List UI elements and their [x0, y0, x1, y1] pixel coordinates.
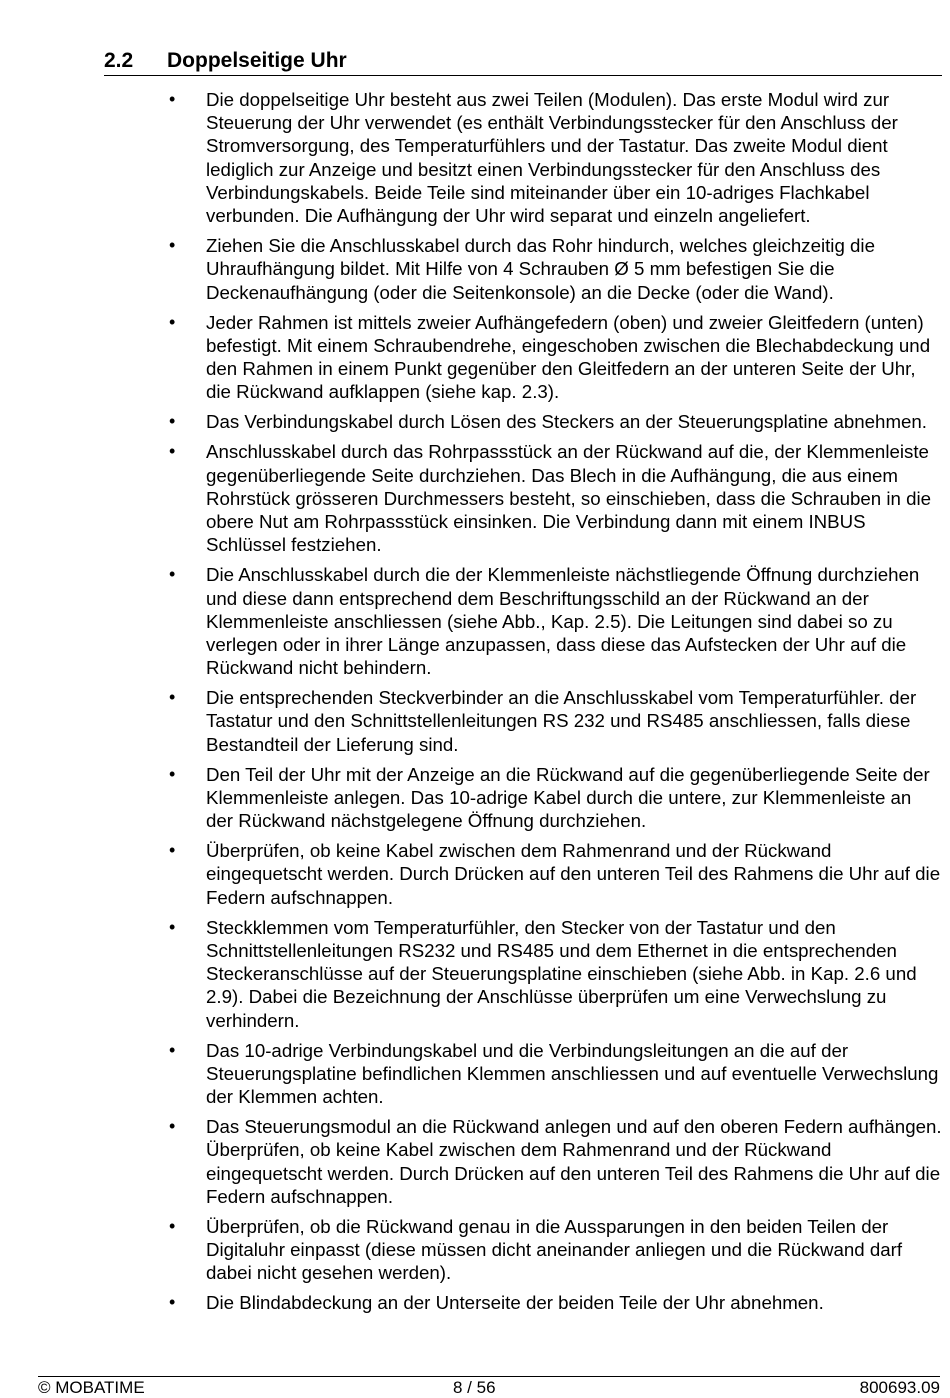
bullet-icon: • [169, 1292, 176, 1313]
list-item-text: Das Verbindungskabel durch Lösen des Steckers an der Steuerungsplatine abnehmen. [206, 411, 927, 433]
bullet-icon: • [169, 441, 176, 462]
footer-page-number: 8 / 56 [453, 1378, 496, 1397]
bullet-icon: • [169, 89, 176, 109]
list-item [0, 839, 950, 909]
list-item-text: Steckklemmen vom Temperaturfühler, den Stecker von der Tastatur und den Schnittstellenleitungen RS232 und RS485 und dem Ethernet in die entsprechenden Steckeranschlüsse auf der Steuerungsplatine einschieben (siehe Abb. in Kap. 2.6 und 2.9). Dabei die Bezeichnung der Anschlüsse überprüfen um eine Verwechslung zu verhindern. [206, 916, 917, 1031]
bullet-icon: • [169, 411, 176, 432]
list-item-text: Die doppelseitige Uhr besteht aus zwei Teilen (Modulen). Das erste Modul wird zur Steuerung der Uhr verwendet (es enthält Verbindungsstecker für den Anschluss der Stromversorgung, des Temperaturfühlers und der Tastatur. Das zweite Modul dient lediglich zur Anzeige und besitzt einen Verbindungsstecker für den Anschluss des Verbindungskabels. Beide Teile sind miteinander über ein 10-adriges Flachkabel verbunden. Die Aufhängung der Uhr wird separat und einzeln angeliefert. [206, 89, 898, 227]
list-item [0, 686, 950, 756]
list-item [0, 234, 950, 304]
list-item [0, 1291, 950, 1314]
instruction-list [0, 88, 950, 1321]
list-item-text: Die Blindabdeckung an der Unterseite der beiden Teile der Uhr abnehmen. [206, 1292, 824, 1314]
list-item [0, 763, 950, 833]
bullet-icon: • [169, 564, 176, 585]
bullet-icon: • [169, 235, 176, 256]
list-item [0, 311, 950, 404]
list-item [0, 410, 950, 433]
list-item-text: Die entsprechenden Steckverbinder an die Anschlusskabel vom Temperaturfühler. der Tastatur und den Schnittstellenleitungen RS 232 und RS485 anschliessen, falls diese Bestandteil der Lieferung sind. [206, 687, 917, 755]
list-item [0, 440, 950, 556]
list-item [0, 1115, 950, 1208]
list-item-text: Das 10-adrige Verbindungskabel und die Verbindungsleitungen an die auf der Steuerungsplatine befindlichen Klemmen anschliessen und auf eventuelle Verwechslung der Klemmen achten. [206, 1039, 939, 1108]
list-item [0, 88, 950, 227]
bullet-icon: • [169, 916, 176, 937]
bullet-icon: • [169, 1039, 176, 1060]
list-item-text: Jeder Rahmen ist mittels zweier Aufhängefedern (oben) und zweier Gleitfedern (unten) befestigt. Mit einem Schraubendrehe, eingeschoben zwischen die Blechabdeckung und den Rahmen in einem Punkt gegenüber den Gleitfedern an der unteren Seite der Uhr, die Rückwand aufklappen (siehe kap. 2.3). [206, 311, 931, 403]
bullet-icon: • [169, 687, 176, 708]
list-item-text: Ziehen Sie die Anschlusskabel durch das Rohr hindurch, welches gleichzeitig die Uhraufhängung bildet. Mit Hilfe von 4 Schrauben Ø 5 mm befestigen Sie die Deckenaufhängung (oder die Seitenkonsole) an die Decke (oder die Wand). [206, 235, 875, 303]
bullet-icon: • [169, 840, 176, 861]
list-item-text: Anschlusskabel durch das Rohrpassstück an der Rückwand auf die, der Klemmenleiste gegenüberliegende Seite durchziehen. Das Blech in die Aufhängung, die aus einem Rohrstück grösseren Durchmessers besteht, so einschieben, dass die Schrauben in die obere Nut am Rohrpassstück einsinken. Die Verbindung dann mit einem INBUS Schlüssel festziehen. [206, 441, 932, 556]
footer-copyright: © MOBATIME [38, 1378, 145, 1397]
bullet-icon: • [169, 763, 176, 784]
footer-document-number: 800693.09 [859, 1378, 940, 1397]
section-heading [104, 48, 942, 76]
page-footer [38, 1376, 940, 1397]
list-item [0, 563, 950, 679]
list-item-text: Überprüfen, ob keine Kabel zwischen dem Rahmenrand und der Rückwand eingequetscht werden. Durch Drücken auf den unteren Teil des Rahmens die Uhr auf die Federn aufschnappen. [206, 840, 941, 908]
bullet-icon: • [169, 311, 176, 332]
list-item-text: Überprüfen, ob die Rückwand genau in die Aussparungen in den beiden Teilen der Digitaluhr einpasst (diese müssen dicht aneinander anliegen und die Rückwand darf dabei nicht gesehen werden). [206, 1215, 903, 1284]
bullet-icon: • [169, 1116, 176, 1137]
bullet-icon: • [169, 1215, 176, 1236]
list-item [0, 1039, 950, 1109]
list-item [0, 1215, 950, 1285]
list-item-text: Die Anschlusskabel durch die der Klemmenleiste nächstliegende Öffnung durchziehen und diese dann entsprechend dem Beschriftungsschild an der Rückwand an der Klemmenleiste anschliessen (siehe Abb., Kap. 2.5). Die Leitungen sind dabei so zu verlegen oder in ihrer Länge anzupassen, dass diese das Aufstecken der Uhr auf die Rückwand nicht behindern. [206, 564, 920, 679]
section-title: Doppelseitige Uhr [167, 49, 347, 72]
list-item-text: Den Teil der Uhr mit der Anzeige an die Rückwand auf die gegenüberliegende Seite der Klemmenleiste anlegen. Das 10-adrige Kabel durch die untere, zur Klemmenleiste an der Rückwand nächstgelegene Öffnung durchziehen. [206, 763, 930, 832]
list-item [0, 916, 950, 1032]
list-item-text: Das Steuerungsmodul an die Rückwand anlegen und auf den oberen Federn aufhängen. Überprüfen, ob keine Kabel zwischen dem Rahmenrand und der Rückwand eingequetscht werden. Durch Drücken auf den unteren Teil des Rahmens die Uhr auf die Federn aufschnappen. [206, 1116, 942, 1207]
section-number: 2.2 [104, 49, 134, 72]
